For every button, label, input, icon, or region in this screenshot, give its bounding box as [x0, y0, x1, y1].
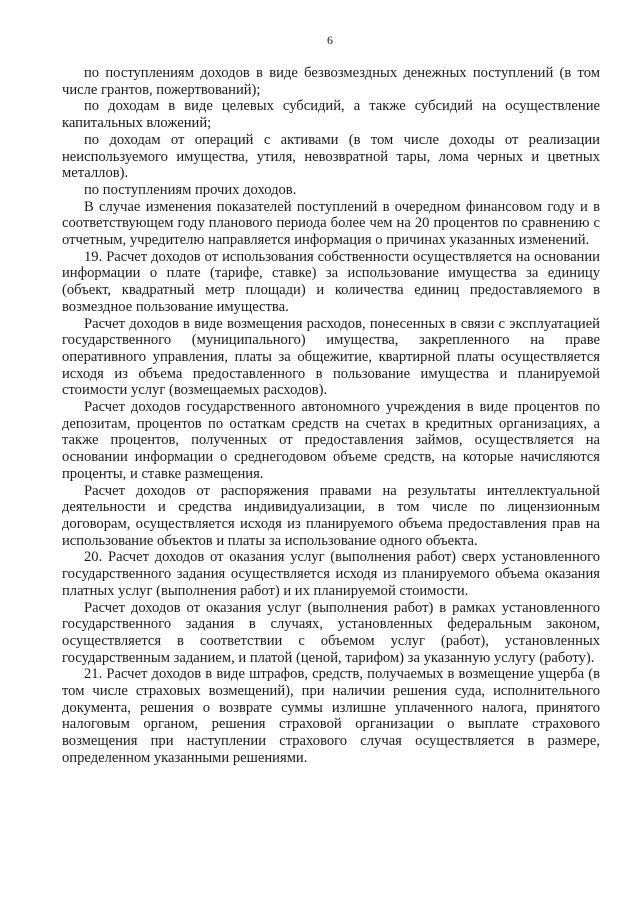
paragraph: В случае изменения показателей поступлений в очередном финансовом году и в соответствующем году планового периода более чем на 20 процентов по сравнению с отчетным, учредителю направляется информация о причинах указанных изменений. [62, 198, 600, 249]
paragraph: по доходам от операций с активами (в том числе доходы от реализации неиспользуемого имущества, утиля, невозвратной тары, лома черных и цветных металлов). [62, 131, 600, 182]
paragraph: Расчет доходов от оказания услуг (выполнения работ) в рамках установленного государственного задания в случаях, установленных федеральным законом, осуществляется в соответствии с объемом услуг (работ), установленных государственным заданием, и платой (ценой, тарифом) за указанную услугу (работу). [62, 599, 600, 666]
paragraph: по поступлениям доходов в виде безвозмездных денежных поступлений (в том числе грантов, пожертвований); [62, 65, 600, 98]
paragraph: по поступлениям прочих доходов. [84, 181, 297, 198]
paragraph: 19. Расчет доходов от использования собственности осуществляется на основании информации о плате (тарифе, ставке) за использование имущества за единицу (объект, квадратный метр площади) и количества единиц предоставляемого в возмездное пользование имущества. [62, 248, 600, 315]
paragraph: Расчет доходов в виде возмещения расходов, понесенных в связи с эксплуатацией государственного (муниципального) имущества, закрепленного на праве оперативного управления, платы за общежитие, квартирной платы осуществляется исходя из объема предоставленного в пользование имущества и планируемой стоимости услуг (возмещаемых расходов). [62, 315, 600, 399]
document-body [62, 65, 600, 767]
paragraph: 21. Расчет доходов в виде штрафов, средств, получаемых в возмещение ущерба (в том числе страховых возмещений), при наличии решения суда, исполнительного документа, решения о возврате суммы излишне уплаченного налога, принятого налоговым органом, решения страховой организации о выплате страхового возмещения при наступлении страхового случая осуществляется в размере, определенном указанными решениями. [62, 666, 600, 766]
paragraph: по доходам в виде целевых субсидий, а также субсидий на осуществление капитальных вложений; [62, 98, 600, 132]
paragraph: Расчет доходов от распоряжения правами на результаты интеллектуальной деятельности и средства индивидуализации, в том числе по лицензионным договорам, осуществляется исходя из планируемого объема предоставления прав на использование объектов и платы за использование одного объекта. [62, 482, 600, 549]
page-number: 6 [327, 33, 333, 47]
paragraph: 20. Расчет доходов от оказания услуг (выполнения работ) сверх установленного государственного задания осуществляется исходя из планируемого объема оказания платных услуг (выполнения работ) и их планируемой стоимости. [62, 549, 600, 599]
paragraph: Расчет доходов государственного автономного учреждения в виде процентов по депозитам, процентов по остаткам средств на счетах в кредитных организациях, а также процентов, полученных от предоставления займов, осуществляется на основании информации о среднегодовом объеме средств, на которые начисляются проценты, и ставке размещения. [62, 399, 600, 482]
